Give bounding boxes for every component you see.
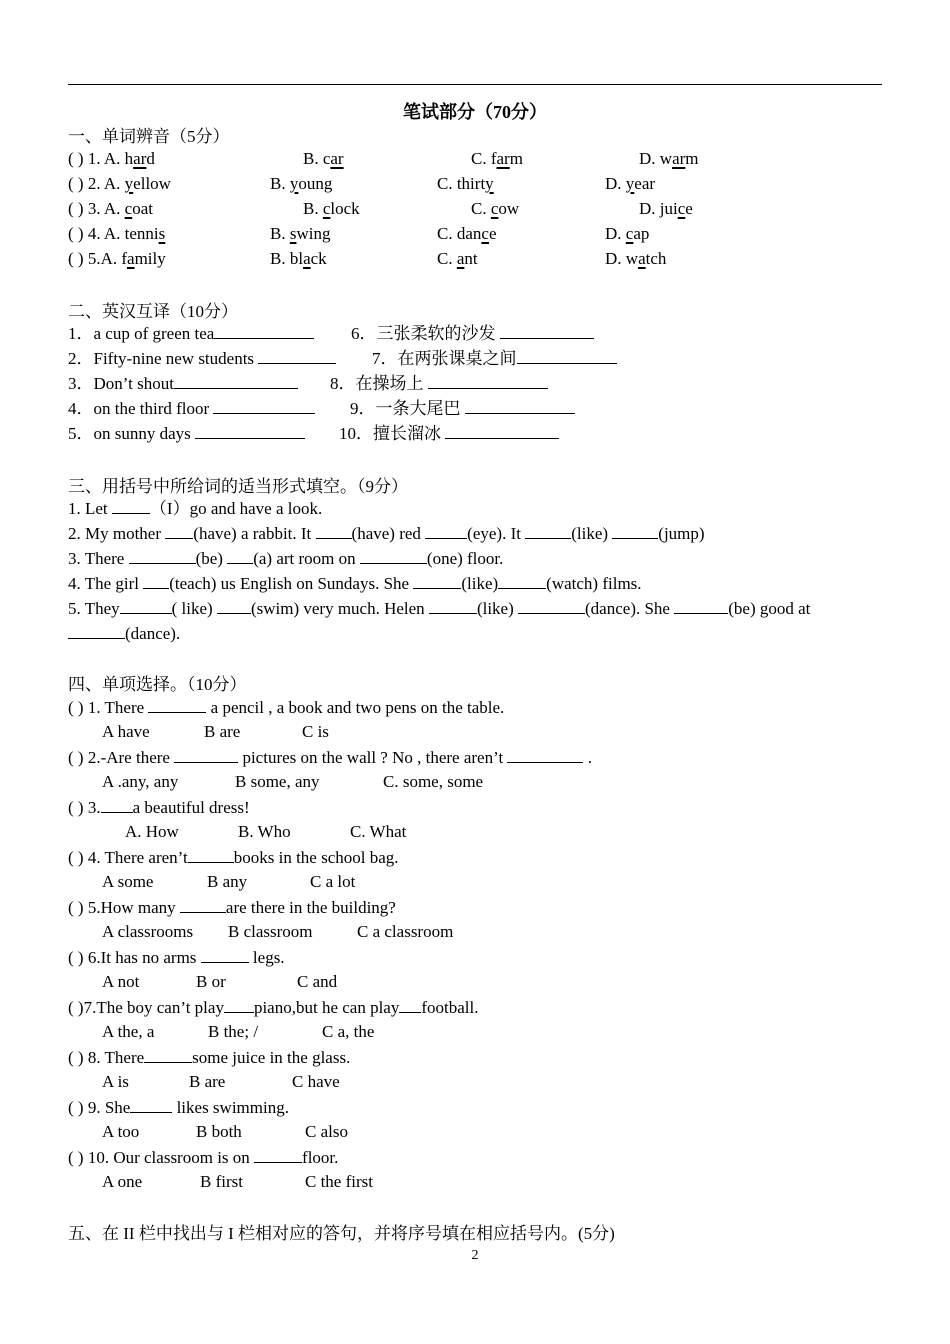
section-2-heading: 二、英汉互译（10分） [68, 302, 238, 321]
section-3-heading: 三、用括号中所给词的适当形式填空。（9分） [68, 477, 408, 496]
phonics-option: B. swing [270, 224, 331, 243]
mc-question-1: ( ) 1. There a pencil , a book and two pens on the table. [68, 695, 504, 720]
fill-line-6: (dance). [68, 621, 180, 646]
phonics-option: B. young [270, 174, 333, 193]
mc-question-6: ( ) 6.It has no arms legs. [68, 945, 285, 970]
translation-item: 9．一条大尾巴 [350, 396, 575, 421]
translation-item: 8．在操场上 [330, 371, 548, 396]
mc-question-5: ( ) 5.How many are there in the building? [68, 895, 396, 920]
mc-question-10: ( ) 10. Our classroom is on floor. [68, 1145, 338, 1170]
mc-question-2: ( ) 2.-Are there pictures on the wall ? No , there aren’t . [68, 745, 592, 770]
fill-line-1: 1. Let （I）go and have a look. [68, 496, 322, 521]
fill-line-4: 4. The girl (teach) us English on Sundays. She (like) (watch) films. [68, 571, 642, 596]
translation-item: 2．Fifty-nine new students [68, 346, 336, 371]
phonics-option: ( ) 5.A. family [68, 249, 166, 268]
phonics-option: D. warm [639, 149, 699, 168]
translation-item: 10．擅长溜冰 [339, 421, 559, 446]
translation-item: 7．在两张课桌之间 [372, 346, 617, 371]
phonics-option: C. farm [471, 149, 523, 168]
section-4-heading: 四、单项选择。（10分） [68, 675, 247, 694]
page-title: 笔试部分（70分） [403, 102, 547, 122]
section-5-heading: 五、在 II 栏中找出与 I 栏相对应的答句，并将序号填在相应括号内。(5分) [68, 1224, 615, 1243]
mc-question-7: ( )7.The boy can’t play piano,but he can play football. [68, 995, 479, 1020]
mc-question-9: ( ) 9. She likes swimming. [68, 1095, 289, 1120]
mc-question-4: ( ) 4. There aren’t books in the school bag. [68, 845, 399, 870]
phonics-option: D. watch [605, 249, 667, 268]
phonics-option: C. dance [437, 224, 497, 243]
translation-item: 6．三张柔软的沙发 [351, 321, 594, 346]
mc-question-8: ( ) 8. There some juice in the glass. [68, 1045, 350, 1070]
phonics-option: B. car [303, 149, 344, 168]
translation-item: 1．a cup of green tea [68, 321, 314, 346]
phonics-option: D. cap [605, 224, 650, 243]
phonics-option: ( ) 3. A. coat [68, 199, 153, 218]
fill-line-5: 5. They ( like) (swim) very much. Helen (like) (dance). She (be) good at [68, 596, 810, 621]
translation-item: 3．Don’t shout [68, 371, 298, 396]
fill-line-3: 3. There (be) (a) art room on (one) floor. [68, 546, 503, 571]
phonics-option: C. thirty [437, 174, 494, 193]
top-rule [68, 84, 882, 85]
fill-line-2: 2. My mother (have) a rabbit. It (have) red (eye). It (like) (jump) [68, 521, 705, 546]
phonics-option: ( ) 4. A. tennis [68, 224, 166, 243]
page-number: 2 [471, 1248, 479, 1263]
phonics-option: C. cow [471, 199, 520, 218]
phonics-option: B. clock [303, 199, 360, 218]
translation-item: 4．on the third floor [68, 396, 315, 421]
phonics-option: ( ) 1. A. hard [68, 149, 155, 168]
phonics-option: B. black [270, 249, 327, 268]
translation-item: 5．on sunny days [68, 421, 305, 446]
phonics-option: D. year [605, 174, 656, 193]
phonics-option: C. ant [437, 249, 478, 268]
phonics-option: D. juice [639, 199, 693, 218]
mc-question-3: ( ) 3. a beautiful dress! [68, 795, 250, 820]
phonics-option: ( ) 2. A. yellow [68, 174, 171, 193]
section-1-heading: 一、单词辨音（5分） [68, 127, 230, 146]
